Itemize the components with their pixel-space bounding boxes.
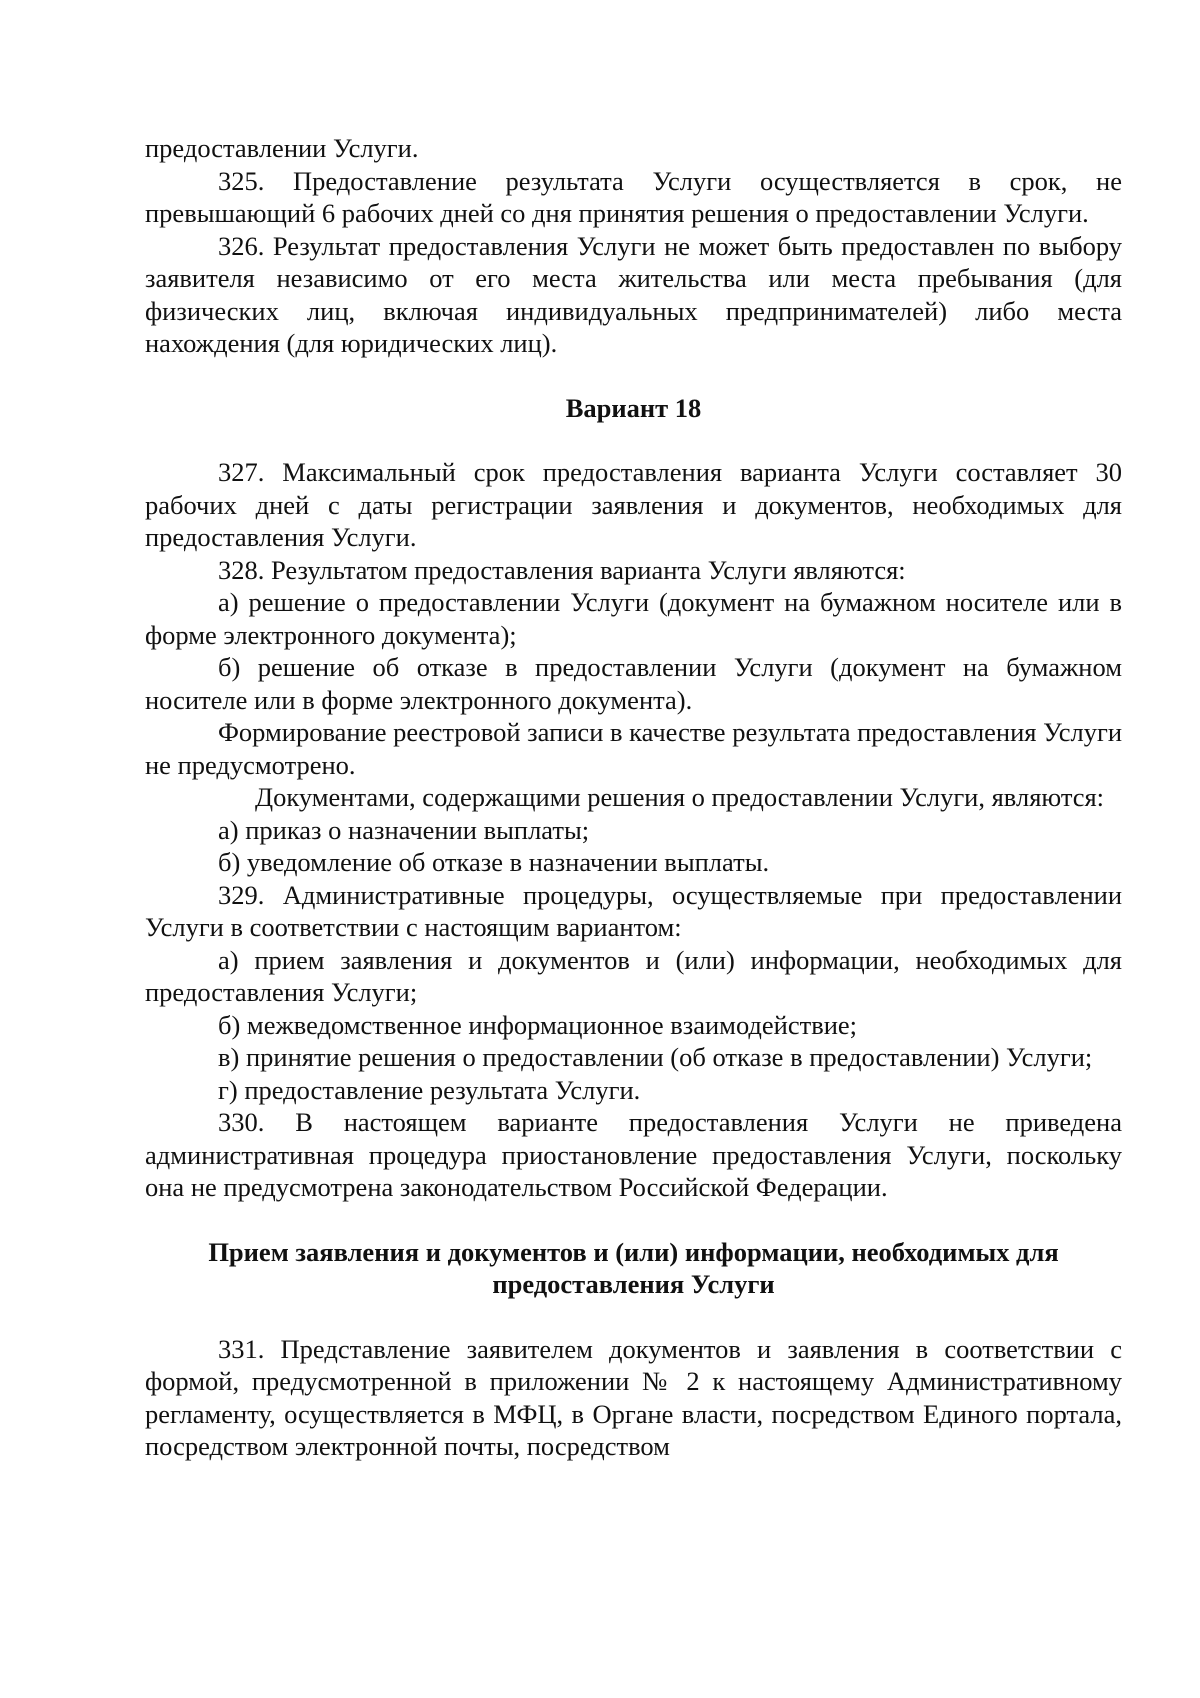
paragraph-decision-documents: Документами, содержащими решения о предоставлении Услуги, являются: [255, 782, 1105, 812]
paragraph-documents-b: б) уведомление об отказе в назначении выплаты. [218, 847, 770, 877]
section-heading-application-intake: Прием заявления и документов и (или) информации, необходимых для предоставления Услуги [208, 1236, 1059, 1299]
paragraph-329: 329. Административные процедуры, осуществляемые при предоставлении Услуги в соответствии с настоящим вариантом: [145, 879, 1122, 942]
paragraph-329-c: в) принятие решения о предоставлении (об отказе в предоставлении) Услуги; [218, 1042, 1093, 1072]
paragraph-328-b: б) решение об отказе в предоставлении Услуги (документ на бумажном носителе или в форме электронного документа). [145, 652, 1122, 715]
paragraph-330: 330. В настоящем варианте предоставления Услуги не приведена административная процедура приостановление предоставления Услуги, поскольку она не предусмотрена законодательством Российской Федерации. [145, 1107, 1122, 1202]
document-page [145, 132, 1122, 1463]
paragraph-329-d: г) предоставление результата Услуги. [218, 1074, 641, 1105]
paragraph-331: 331. Представление заявителем документов и заявления в соответствии с формой, предусмотренной в приложении № 2 к настоящему Административному регламенту, осуществляется в МФЦ, в Органе власти, посредством Единого портала, посредством электронной почты, посредством [145, 1333, 1122, 1461]
paragraph-328: 328. Результатом предоставления варианта Услуги являются: [218, 554, 906, 585]
paragraph-documents-a: а) приказ о назначении выплаты; [218, 814, 590, 845]
paragraph-continuation: предоставлении Услуги. [145, 133, 419, 163]
paragraph-329-b: б) межведомственное информационное взаимодействие; [218, 1009, 858, 1040]
paragraph-327: 327. Максимальный срок предоставления варианта Услуги составляет 30 рабочих дней с даты регистрации заявления и документов, необходимых для предоставления Услуги. [145, 457, 1122, 552]
paragraph-328-a: а) решение о предоставлении Услуги (документ на бумажном носителе или в форме электронного документа); [145, 587, 1122, 650]
paragraph-329-a: а) прием заявления и документов и (или) информации, необходимых для предоставления Услуги; [145, 944, 1122, 1007]
paragraph-registry-record: Формирование реестровой записи в качестве результата предоставления Услуги не предусмотрено. [145, 717, 1122, 780]
paragraph-326: 326. Результат предоставления Услуги не может быть предоставлен по выбору заявителя независимо от его места жительства или места пребывания (для физических лиц, включая индивидуальных предпринимателей) либо места нахождения (для юридических лиц). [145, 230, 1122, 358]
paragraph-325: 325. Предоставление результата Услуги осуществляется в срок, не превышающий 6 рабочих дней со дня принятия решения о предоставлении Услуги. [145, 165, 1122, 228]
section-heading-variant-18: Вариант 18 [565, 392, 702, 423]
